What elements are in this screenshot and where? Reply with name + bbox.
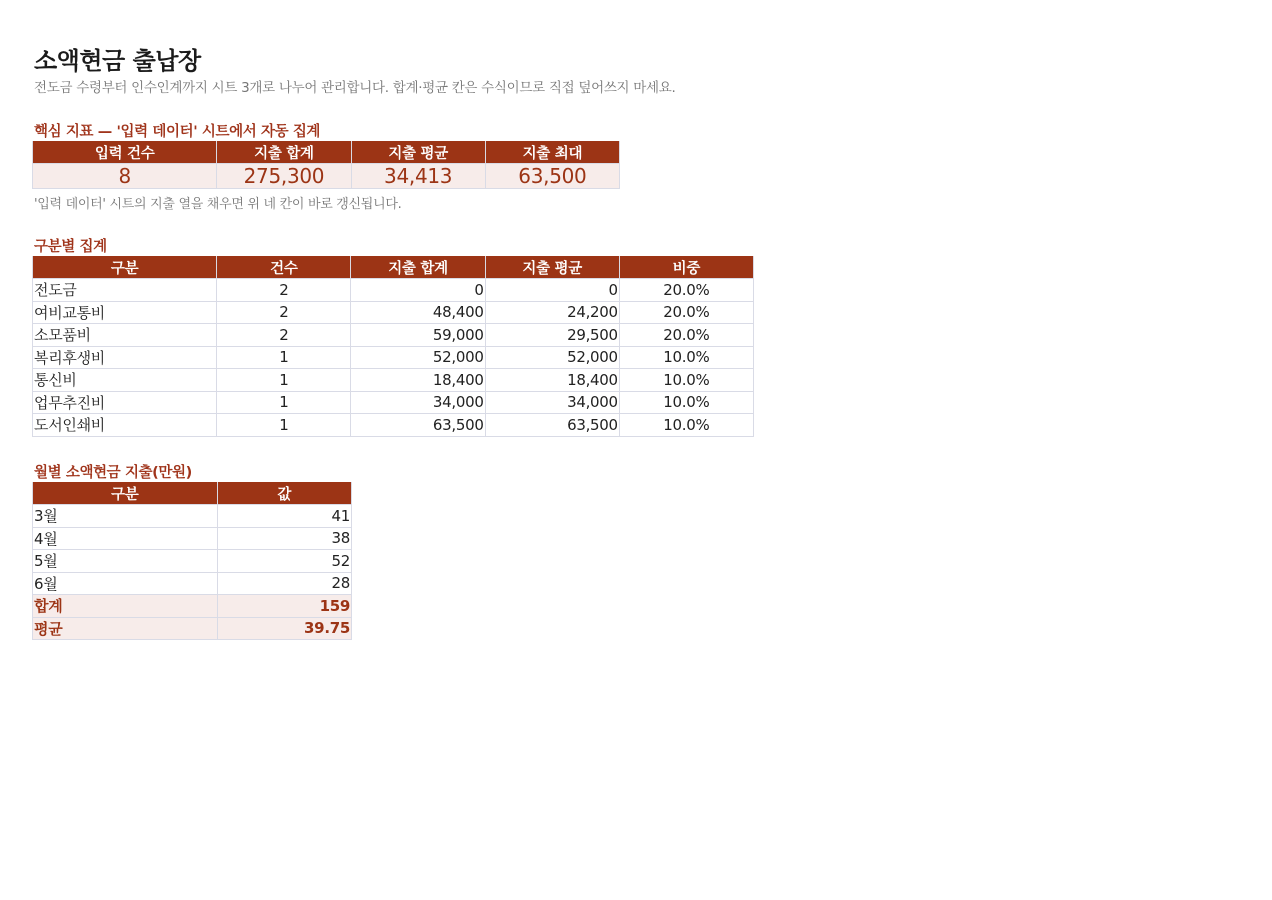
monthly-header-row (33, 482, 352, 505)
category-cell-average[interactable]: 0 (485, 279, 619, 302)
kpi-header-count[interactable]: 입력 건수 (33, 141, 217, 164)
category-cell-share[interactable]: 10.0% (619, 391, 753, 414)
category-cell-type[interactable]: 통신비 (33, 369, 217, 392)
category-cell-type[interactable]: 업무추진비 (33, 391, 217, 414)
category-cell-average[interactable]: 18,400 (485, 369, 619, 392)
category-header-type[interactable]: 구분 (33, 256, 217, 279)
category-row (33, 346, 754, 369)
monthly-table (32, 482, 352, 640)
category-cell-average[interactable]: 63,500 (485, 414, 619, 437)
category-cell-total[interactable]: 48,400 (351, 301, 485, 324)
monthly-row (33, 550, 352, 573)
category-section-title: 구분별 집계 (34, 239, 107, 255)
category-cell-average[interactable]: 34,000 (485, 391, 619, 414)
category-cell-total[interactable]: 0 (351, 279, 485, 302)
monthly-cell-value[interactable]: 41 (217, 505, 351, 528)
monthly-header-type[interactable]: 구분 (33, 482, 218, 505)
monthly-cell-month[interactable]: 3월 (33, 505, 218, 528)
kpi-header-total[interactable]: 지출 합계 (217, 141, 351, 164)
monthly-row (33, 505, 352, 528)
category-table (32, 256, 754, 437)
category-cell-count[interactable]: 1 (217, 346, 351, 369)
category-cell-total[interactable]: 18,400 (351, 369, 485, 392)
category-cell-share[interactable]: 20.0% (619, 279, 753, 302)
kpi-value-total[interactable]: 275,300 (217, 164, 351, 189)
page-subtitle: 전도금 수령부터 인수인계까지 시트 3개로 나누어 관리합니다. 합계·평균 칸은 수식이므로 직접 덮어쓰지 마세요. (34, 80, 676, 96)
category-cell-count[interactable]: 2 (217, 301, 351, 324)
category-cell-type[interactable]: 복리후생비 (33, 346, 217, 369)
kpi-header-row (33, 141, 620, 164)
monthly-total-label[interactable]: 합계 (33, 595, 218, 618)
monthly-cell-value[interactable]: 38 (217, 527, 351, 550)
category-header-total[interactable]: 지출 합계 (351, 256, 485, 279)
monthly-section-title: 월별 소액현금 지출(만원) (34, 465, 192, 481)
category-row (33, 324, 754, 347)
category-header-average[interactable]: 지출 평균 (485, 256, 619, 279)
kpi-header-max[interactable]: 지출 최대 (485, 141, 619, 164)
monthly-row (33, 527, 352, 550)
category-cell-total[interactable]: 34,000 (351, 391, 485, 414)
kpi-header-average[interactable]: 지출 평균 (351, 141, 485, 164)
category-cell-count[interactable]: 2 (217, 279, 351, 302)
monthly-row (33, 572, 352, 595)
kpi-table (32, 141, 620, 189)
kpi-value-average[interactable]: 34,413 (351, 164, 485, 189)
kpi-value-row (33, 164, 620, 189)
monthly-header-value[interactable]: 값 (217, 482, 351, 505)
category-cell-share[interactable]: 20.0% (619, 301, 753, 324)
category-cell-type[interactable]: 여비교통비 (33, 301, 217, 324)
category-cell-share[interactable]: 10.0% (619, 346, 753, 369)
category-cell-type[interactable]: 소모품비 (33, 324, 217, 347)
category-cell-share[interactable]: 10.0% (619, 414, 753, 437)
monthly-total-row (33, 595, 352, 618)
category-cell-total[interactable]: 52,000 (351, 346, 485, 369)
monthly-cell-month[interactable]: 4월 (33, 527, 218, 550)
category-cell-count[interactable]: 1 (217, 391, 351, 414)
category-header-count[interactable]: 건수 (217, 256, 351, 279)
category-cell-share[interactable]: 20.0% (619, 324, 753, 347)
category-row (33, 369, 754, 392)
category-cell-count[interactable]: 1 (217, 369, 351, 392)
kpi-value-count[interactable]: 8 (33, 164, 217, 189)
kpi-section-title: 핵심 지표 — '입력 데이터' 시트에서 자동 집계 (34, 124, 321, 140)
monthly-cell-month[interactable]: 5월 (33, 550, 218, 573)
category-row (33, 391, 754, 414)
category-cell-total[interactable]: 59,000 (351, 324, 485, 347)
category-row (33, 301, 754, 324)
monthly-total-value[interactable]: 159 (217, 595, 351, 618)
category-row (33, 279, 754, 302)
category-cell-count[interactable]: 1 (217, 414, 351, 437)
category-cell-count[interactable]: 2 (217, 324, 351, 347)
monthly-average-row (33, 617, 352, 640)
monthly-cell-month[interactable]: 6월 (33, 572, 218, 595)
category-cell-type[interactable]: 도서인쇄비 (33, 414, 217, 437)
category-header-share[interactable]: 비중 (619, 256, 753, 279)
page-title: 소액현금 출납장 (34, 47, 201, 75)
monthly-cell-value[interactable]: 52 (217, 550, 351, 573)
category-row (33, 414, 754, 437)
category-cell-average[interactable]: 24,200 (485, 301, 619, 324)
category-cell-average[interactable]: 52,000 (485, 346, 619, 369)
monthly-average-label[interactable]: 평균 (33, 617, 218, 640)
kpi-note: '입력 데이터' 시트의 지출 열을 채우면 위 네 칸이 바로 갱신됩니다. (34, 197, 402, 212)
category-cell-type[interactable]: 전도금 (33, 279, 217, 302)
kpi-value-max[interactable]: 63,500 (485, 164, 619, 189)
category-cell-average[interactable]: 29,500 (485, 324, 619, 347)
monthly-cell-value[interactable]: 28 (217, 572, 351, 595)
category-cell-total[interactable]: 63,500 (351, 414, 485, 437)
monthly-average-value[interactable]: 39.75 (217, 617, 351, 640)
category-header-row (33, 256, 754, 279)
category-cell-share[interactable]: 10.0% (619, 369, 753, 392)
